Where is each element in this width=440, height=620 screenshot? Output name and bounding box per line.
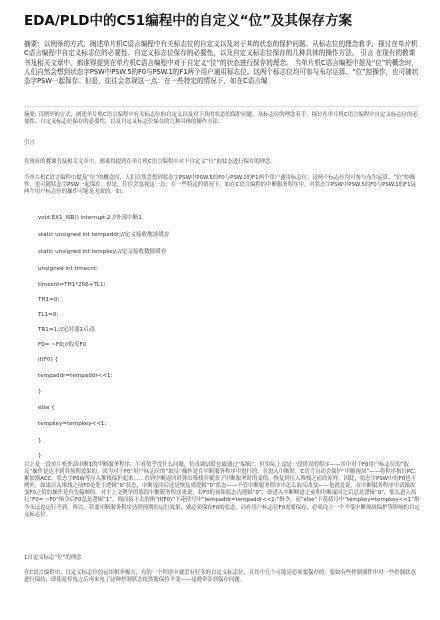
code-line: unsigned int timecnt; xyxy=(38,266,98,272)
body-paragraph-3: 以上是一段单片机外部中断1的中断服务程序，乍看似乎没什么问题，仿真调试时也能通过“编辑”。但实际上这是一段错误的程序——其中对于F0用户标志位的“取反”操作是达不到其预期效果的。因为对于F0“用户标志位的“取反”操作是在中断服务程序中进行的，在进入中断时，C语言自动会保护“中断现场”——将程序指针PC、累加器ACC、状态字PSW等压入堆栈保护起来……直到中断返回时弹出堆栈并覆盖了中断服务时的变值，恢复到压入堆栈之前的原样。因此，状态字PSW中的F0也不例外，如果压入堆栈之前F0是处于逻辑“0”状态，中断返回后还是恢复成逻辑“0”状态——不管中断服务程序中怎么取反改变——也就是说，在中断服务程序中试图改变F0之值的操作是有失偏颇的。对于上文例举的那段中断服务程序来说，若F0的初始状态为逻辑“0”，即进入中断断进之前和中断返回之后总是逻辑“0”，那么进入执行“F0= ~F0”指令后F0总是逻辑“1”，则而接下去的指“if(F0)”下花括号中“tempaddr=tempaddr<<1;”指令，而“else”下花括号中“tempkey=tempkey<<1”指令永远也运行不到。所以，若要中断服务程序达到预期的运行效果，就必须保存F0的状态。而在用户标志位F0需要保存，必须设立一个不受中断现场保护等影响的自定义标志位。 xyxy=(24,462,420,518)
section-heading-1: 1自定义标志“位”的理念 xyxy=(24,555,82,561)
body-paragraph-4: 在C语言编程中，自定义标志位的运用相率极大，有的一个程序中就会有好多的自定义标志位，且其中几个可能是必须要保存的。要如有些控制器件中对一些控制状态进行保持，即使是停电之后再来电了这种控制状态依然能保持不变——这就牵涉到保存问题。 xyxy=(24,570,416,584)
code-line: TR1=1;//定时器1启动 xyxy=(38,327,95,333)
code-line: void EX1_ISR() interrupt 2 //外部中断1 xyxy=(38,215,142,221)
code-line: tempkey=tempkey<<1; xyxy=(38,421,107,427)
document-title: EDA/PLD中的C51编程中的自定义“位”及其保存方案 xyxy=(24,13,352,29)
code-line: } xyxy=(38,453,42,459)
code-line: else { xyxy=(38,405,55,411)
code-line: TH1=0; xyxy=(38,297,60,303)
divider xyxy=(24,106,418,107)
code-line: static unsigned int tempaddr;//定义接收地址缓存 xyxy=(38,232,170,238)
code-line: } xyxy=(38,438,42,444)
abstract-repeat-paragraph: 摘要: 以例举的方式，阐述单片机C语言编程中有关标志位的自定义以及对于其的状态的保护问题。从标志位的理念着手，探讨在单片机C语言编程中自定义标志位的必要性、自定义标志位保存的必要性，以及自定义标志位保存的几种具体的操作方法。 xyxy=(24,112,418,126)
code-line: if(F0) { xyxy=(38,357,59,363)
intro-heading: 引言 xyxy=(24,140,35,146)
abstract-block: 摘要：以例举的方式，阐述单片机C语言编程中有关标志位的自定义以及对于其的状态的保护问题。从标志位的理念着手，探讨在单片机C语言编程中自定义标志位的必要性、自定义标志位保存的必要性，以及自定义标志位保存的几种具体的操作方法。 引言 在现有的教课书及相关文章中，都谁得提到在单片机C语言编程中对于自定义“位”的状态进行保存的理念。 当单片机C语言编程中提及“位”的概念时，人们自然会想到状态字PSW中PSW.5的F0与PSW.1的F1两个用户通用标志位。这两个标志位均可参与布尔运算、“位”控操作，也可随状态字PSW一起保存。但是，往往会忽视这一点：在一些特定的情况下，如在C语言编 xyxy=(24,40,419,86)
code-line: tempaddr=tempaddr<<1; xyxy=(38,373,113,379)
code-line: static unsigned int tempkey;//定义接收数据缓存 xyxy=(38,249,167,255)
intro-paragraph: 在现有的教课书及相关文章中，都谁得提到在单片机C语言编程中对于自定义“位”的状态进行保存的理念。 xyxy=(24,159,276,165)
code-line: } xyxy=(38,389,42,395)
code-line: TL1=0; xyxy=(38,312,59,318)
code-line: F0= ~F0;//取反F0 xyxy=(38,342,87,348)
code-line: timecnt=TH1*256+TL1; xyxy=(38,282,106,288)
body-paragraph-2: 当单片机C语言编程中提及“位”的概念时，人们自然会想到状态字PSW中PSW.5的F0与PSW.1的F1两个用户通用标志位。这两个标志位均可参与布尔运算、“位”控操作，也可随状态字PSW一起保存。但是，往往会忽视这一点：在一些特定的情况下，如在C语言编程的中断服务程序中，对状态字PSW中PSW.5的F0与PSW.1的F1这两个用户标志位的操作可能是无效的。如： xyxy=(24,175,416,196)
